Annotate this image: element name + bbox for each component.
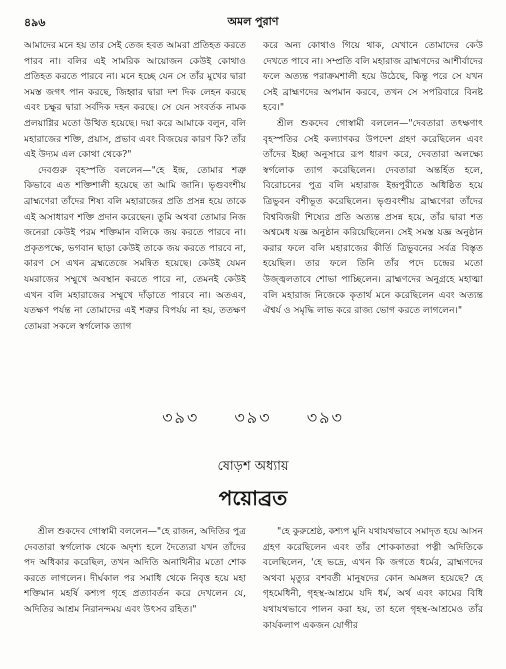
running-title: অমল পুরাণ	[227, 15, 279, 28]
chapter-number: ষোড়শ অধ্যায়	[217, 459, 289, 474]
section-ornament	[0, 405, 506, 432]
page-number: ৪৯৬	[24, 16, 46, 29]
ornament-glyph: ৩৯৩	[234, 408, 272, 427]
paragraph: আমাদের মনে হয় তার সেই তেজ হবত আমরা প্রতিহত করতে পারব না। বলির এই সামরিক আয়োজন কেউই কোথাও প্রতিহত করতে পারবে না। মনে হচ্ছে যেন সে তাঁর মুখের দ্বারা সমস্ত জগৎ পান করছে, জিহ্বার দ্বারা দশ দিক লেহন করছে এবং চক্ষুর দ্বারা সর্বদিক দহন করছে। সে যেন সংবর্তক নামক প্রলয়াগ্নির মতো উত্থিত হয়েছে। দয়া করে আমাকে বলুন, বলি মহারাজের শক্তি, প্রয়াস, প্রভাব এবং বিজয়ের কারণ কি? তাঁর এই উদ্যম এল কোথা থেকে?"	[24, 40, 246, 161]
ornament-glyph: ৩৯৩	[162, 408, 200, 427]
paragraph: দেবগুরু বৃহস্পতি বললেন—"হে ইন্দ্র, তোমার শত্রু কিভাবে এত শক্তিশালী হয়েছে তা আমি জানি। ভৃগুবংশীয় ব্রাহ্মণেরা তাঁদের শিষ্য বলি মহারাজের প্রতি প্রসন্ন হয়ে তাকে এই অসাধারণ শক্তি প্রদান করেছেন। তুমি অথবা তোমার নিজ জনেরা কেউই পরম শক্তিমান বলিকে জয় করতে পারবে না। প্রকৃতপক্ষে, ভগবান ছাড়া কেউই তাকে জয় করতে পারবে না, কারণ সে এখন ব্রহ্মতেজে সমন্বিত হয়েছে। কেউই যেমন যমরাজের সম্মুখে অবস্থান করতে পারে না, তেমনই কেউই এখন বলি মহারাজের সম্মুখে দাঁড়াতে পারবে না। অতএব, যতক্ষণ পর্যন্ত না তোমাদের এই শত্রুর বিপর্যয় না হয়, ততক্ষণ তোমরা সকলে স্বর্গলোক ত্যাগ	[24, 164, 246, 332]
paragraph: "হে কুরুশ্রেষ্ঠ, কশ্যপ মুনি যথাযথভাবে সমাদৃত হয়ে আসন গ্রহণ করেছিলেন এবং তাঁর শোককাতরা পত্নী অদিতিকে বলেছিলেন, 'হে ভদ্রে, এখন কি জগতে ধর্মের, ব্রাহ্মণদের অথবা মৃত্যুর বশবর্তী মানুষদের কোন অমঙ্গল হয়েছে? হে গৃহমেধিনী, গৃহস্থ-আশ্রমে যদি ধর্ম, অর্থ এবং কামের বিধি যথাযথভাবে পালন করা হয়, তা হলে গৃহস্থ-আশ্রমেও তাঁর কার্যকলাপ একজন যোগীর	[263, 526, 483, 631]
bottom-left-column	[24, 524, 246, 669]
paragraph: শ্রীল শুকদেব গোস্বামী বললেন—"হে রাজন, অদিতির পুত্র দেবতারা স্বর্গলোক থেকে অদৃশ্য হলে দৈত্যেরা যখন তাঁদের পদ অধিকার করেছিল, তখন অদিতি অনাথিনীর মতো শোক করতে লাগলেন। দীর্ঘকাল পর সমাধি থেকে নিবৃত্ত হয়ে মহা শক্তিমান মহর্ষি কশ্যপ গৃহে প্রত্যাবর্তন করে দেখলেন যে, অদিতির আশ্রম নিরানন্দময় এবং উৎসব রহিত।"	[24, 526, 246, 615]
chapter-title: পয়োব্রত	[218, 486, 288, 510]
top-left-column	[24, 38, 246, 344]
top-right-column	[263, 38, 483, 344]
paragraph: শ্রীল শুকদেব গোস্বামী বললেন—"দেবতারা তৎক্ষণাৎ বৃহস্পতির সেই কল্যাণকর উপদেশ গ্রহণ করেছিলেন এবং তাঁদের ইচ্ছা অনুসারে রূপ ধারণ করে, দেবতারা অলক্ষ্যে স্বর্গলোক ত্যাগ করেছিলেন। দেবতারা অন্তর্হিত হলে, বিরোচনের পুত্র বলি মহারাজ ইন্দ্রপুরীতে অধিষ্ঠিত হয়ে ত্রিভুবন বশীভূত করেছিলেন। ভৃগুবংশীয় ব্রাহ্মণেরা তাঁদের বিশ্ববিজয়ী শিষ্যের প্রতি অত্যন্ত প্রসন্ন হয়ে, তাঁর দ্বারা শত অশ্বমেধ যজ্ঞ অনুষ্ঠান করিয়েছিলেন। সেই সমস্ত যজ্ঞ অনুষ্ঠান করার ফলে বলি মহারাজের কীর্তি ত্রিভুবনের সর্বত্র বিস্তৃত হয়েছিল। তার ফলে তিনি তাঁর পদে চন্দ্রের মতো উজ্জ্বলতাবে শোভা পাচ্ছিলেন। ব্রাহ্মণদের অনুগ্রহে মহাত্মা বলি মহারাজ নিজেকে কৃতার্থ মনে করেছিলেন এবং অত্যন্ত ঐশ্বর্য ও সমৃদ্ধি লাভ করে রাজ্য ভোগ করতে লাগলেন।"	[263, 117, 483, 317]
page-header	[24, 8, 482, 30]
bottom-right-column	[263, 524, 483, 669]
paragraph: করে অন্য কোথাও গিয়ে থাক, যেখানে তোমাদের কেউ দেখতে পাবে না। সম্প্রতি বলি মহারাজ ব্রাহ্মণদের আশীর্বাদের ফলে অত্যন্ত পরাক্রমশালী হয়ে উঠেছে, কিন্তু পরে সে যখন সেই ব্রাহ্মণদের অপমান করবে, তখন সে সপরিবারে বিনষ্ট হবে।"	[263, 40, 483, 114]
ornament-glyph: ৩৯৩	[306, 408, 344, 427]
